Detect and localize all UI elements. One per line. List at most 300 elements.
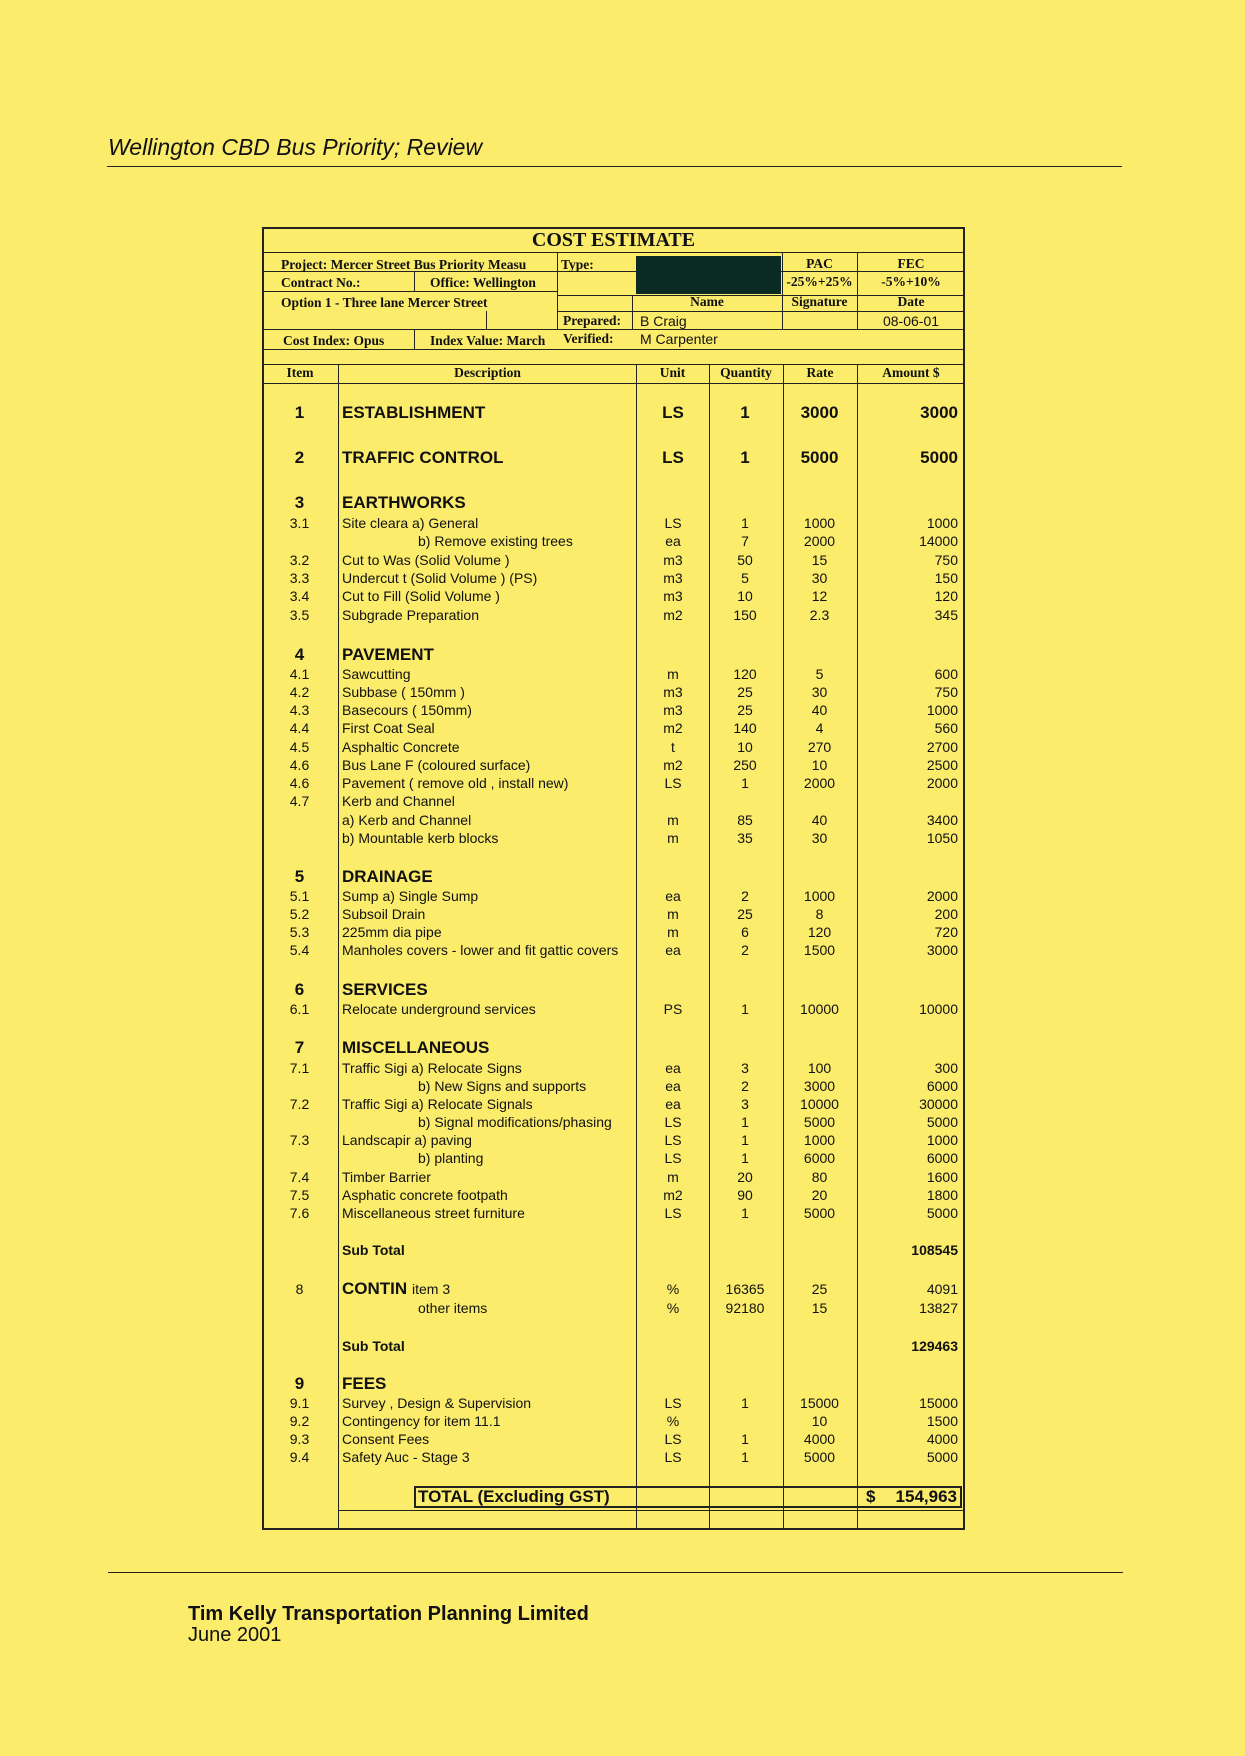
quantity-cell: 7: [741, 533, 749, 549]
rate-cell: 20: [811, 1187, 828, 1203]
table-row: [262, 532, 965, 550]
verified-name: M Carpenter: [640, 331, 718, 347]
description-cell: Relocate underground services: [342, 1001, 536, 1017]
item-cell: 4.6: [289, 775, 310, 791]
quantity-cell: 1: [741, 1431, 749, 1447]
prepared-date: 08-06-01: [882, 313, 940, 329]
rate-cell: 40: [811, 812, 828, 828]
amount-cell: 720: [934, 924, 958, 940]
rate-cell: 10000: [800, 1001, 839, 1017]
description-cell: a) Kerb and Channel: [342, 812, 472, 828]
description-cell: Subbase ( 150mm ): [342, 684, 465, 700]
option-field: Option 1 - Three lane Mercer Street: [281, 295, 488, 310]
quantity-cell: 90: [737, 1187, 753, 1203]
subtotal-row: [262, 1337, 965, 1355]
table-row: [262, 923, 965, 941]
rate-cell: 30: [811, 830, 828, 846]
table-row: [262, 1430, 965, 1448]
amount-cell: 10000: [919, 1001, 958, 1017]
quantity-cell: 250: [733, 757, 757, 773]
description-cell: Landscapir a) paving: [342, 1132, 472, 1148]
amount-cell: 5000: [926, 1449, 958, 1465]
item-cell: 3.3: [289, 570, 310, 586]
type-label: Type:: [561, 257, 594, 272]
description-cell: PAVEMENT: [342, 646, 434, 664]
bottom-line: [338, 1510, 965, 1511]
section-row: [262, 981, 965, 999]
description-cell: First Coat Seal: [342, 720, 435, 736]
rate-cell: 5000: [803, 1449, 836, 1465]
date-header: Date: [897, 294, 925, 309]
amount-cell: 5000: [926, 1114, 958, 1130]
table-row: [262, 514, 965, 532]
quantity-cell: 3: [741, 1060, 749, 1076]
description-cell: 225mm dia pipe: [342, 924, 442, 940]
unit-cell: ea: [665, 1060, 681, 1076]
unit-cell: LS: [664, 515, 682, 531]
description-cell: FEES: [342, 1375, 387, 1393]
description-cell: TRAFFIC CONTROL: [342, 449, 504, 467]
hdr-line: [262, 383, 965, 384]
rate-cell: 3000: [800, 403, 839, 422]
prepared-label: Prepared:: [563, 313, 621, 328]
description-cell: Consent Fees: [342, 1431, 430, 1447]
cost-index-field: Cost Index: Opus: [283, 333, 385, 348]
item-cell: 5.1: [289, 888, 310, 904]
table-row: [262, 792, 965, 810]
col-unit: Unit: [659, 365, 686, 380]
amount-cell: 2700: [926, 739, 958, 755]
unit-cell: LS: [664, 1150, 682, 1166]
table-row: [262, 587, 965, 605]
table-row: [262, 774, 965, 792]
item-cell: 4.3: [289, 702, 310, 718]
subtotal-row: [262, 1241, 965, 1259]
description-cell: b) Mountable kerb blocks: [342, 830, 499, 846]
amount-cell: 750: [934, 552, 958, 568]
table-row: [262, 1077, 965, 1095]
item-cell: 2: [294, 448, 305, 467]
table-row: [262, 905, 965, 923]
amount-cell: 6000: [926, 1150, 958, 1166]
amount-cell: 30000: [919, 1096, 958, 1112]
rate-cell: 15000: [800, 1395, 839, 1411]
item-cell: 4: [294, 645, 305, 664]
rate-cell: 4: [815, 720, 824, 736]
header-rule: [107, 166, 1122, 167]
table-row: [262, 1095, 965, 1113]
amount-cell: 14000: [919, 533, 958, 549]
rate-cell: 5000: [803, 1205, 836, 1221]
quantity-cell: 2: [741, 1078, 749, 1094]
quantity-cell: 3: [741, 1096, 749, 1112]
unit-cell: LS: [664, 775, 682, 791]
quantity-cell: 1: [741, 1395, 749, 1411]
rate-cell: 15: [811, 1300, 828, 1316]
table-row: [262, 1168, 965, 1186]
page-title: Wellington CBD Bus Priority; Review: [108, 134, 483, 160]
quantity-cell: 6: [741, 924, 749, 940]
unit-cell: LS: [664, 1449, 682, 1465]
rate-cell: 1000: [803, 888, 836, 904]
table-row: [262, 738, 965, 756]
unit-cell: m2: [663, 757, 683, 773]
unit-cell: LS: [664, 1395, 682, 1411]
description-cell: Asphaltic Concrete: [342, 739, 460, 755]
quantity-cell: 1: [741, 1132, 749, 1148]
unit-cell: ea: [665, 888, 681, 904]
table-row: [262, 665, 965, 683]
unit-cell: m3: [663, 588, 683, 604]
rate-cell: 1000: [803, 515, 836, 531]
section-row: [262, 1039, 965, 1057]
hdr-line: [414, 271, 415, 291]
item-cell: 4.7: [289, 793, 310, 809]
amount-cell: 2500: [926, 757, 958, 773]
unit-cell: LS: [662, 403, 684, 422]
quantity-cell: 16365: [725, 1281, 765, 1297]
table-row: [262, 1394, 965, 1412]
amount-cell: 200: [934, 906, 958, 922]
rate-cell: 80: [811, 1169, 828, 1185]
quantity-cell: 1: [741, 1205, 749, 1221]
rate-cell: 25: [811, 1281, 828, 1297]
unit-cell: ea: [665, 1096, 681, 1112]
description-cell: Bus Lane F (coloured surface): [342, 757, 531, 773]
item-cell: 3.1: [289, 515, 310, 531]
amount-cell: 3000: [926, 942, 958, 958]
quantity-cell: 5: [741, 570, 749, 586]
unit-cell: %: [666, 1281, 680, 1297]
footer-company: Tim Kelly Transportation Planning Limited: [188, 1603, 589, 1625]
quantity-cell: 1: [741, 1001, 749, 1017]
amount-cell: 5000: [926, 1205, 958, 1221]
rate-cell: 12: [811, 588, 828, 604]
amount-cell: 1000: [926, 1132, 958, 1148]
amount-cell: 2000: [926, 888, 958, 904]
item-cell: 7: [294, 1038, 305, 1057]
redacted-block: [636, 256, 781, 294]
unit-cell: ea: [665, 533, 681, 549]
item-cell: 6.1: [289, 1001, 310, 1017]
quantity-cell: 1: [740, 403, 750, 422]
amount-cell: 3400: [926, 812, 958, 828]
amount-cell: 750: [934, 684, 958, 700]
total-currency: $: [866, 1487, 876, 1506]
amount-cell: 129463: [911, 1338, 958, 1354]
col-item: Item: [286, 365, 314, 380]
amount-cell: 4000: [926, 1431, 958, 1447]
col-quantity: Quantity: [720, 365, 772, 380]
description-cell: Subgrade Preparation: [342, 607, 479, 623]
rate-cell: 15: [811, 552, 828, 568]
col-rate: Rate: [806, 365, 834, 380]
section-row: [262, 494, 965, 512]
amount-cell: 4091: [926, 1281, 958, 1297]
item-cell: 9.2: [289, 1413, 310, 1429]
table-row: [262, 1412, 965, 1430]
item-cell: 7.2: [289, 1096, 310, 1112]
quantity-cell: 92180: [725, 1300, 765, 1316]
item-cell: 7.1: [289, 1060, 310, 1076]
fec-range: -5%+10%: [881, 274, 941, 289]
unit-cell: m: [667, 924, 679, 940]
unit-cell: LS: [664, 1431, 682, 1447]
total-label: TOTAL (Excluding GST): [418, 1487, 610, 1506]
item-cell: 3.2: [289, 552, 310, 568]
rate-cell: 10: [811, 757, 828, 773]
rate-cell: 3000: [803, 1078, 836, 1094]
unit-cell: LS: [664, 1132, 682, 1148]
quantity-cell: 25: [737, 684, 753, 700]
table-row: [262, 1280, 965, 1298]
amount-cell: 300: [934, 1060, 958, 1076]
rate-cell: 5000: [803, 1114, 836, 1130]
table-row: [262, 1149, 965, 1167]
amount-cell: 6000: [926, 1078, 958, 1094]
quantity-cell: 1: [741, 1449, 749, 1465]
unit-cell: ea: [665, 1078, 681, 1094]
description-cell: Traffic Sigi a) Relocate Signals: [342, 1096, 533, 1112]
description-cell: Cut to Fill (Solid Volume ): [342, 588, 500, 604]
table-row: [262, 1059, 965, 1077]
rate-cell: 100: [807, 1060, 832, 1076]
fec-label: FEC: [897, 256, 925, 271]
unit-cell: m: [667, 830, 679, 846]
office-field: Office: Wellington: [430, 275, 536, 290]
quantity-cell: 1: [741, 515, 749, 531]
quantity-cell: 1: [741, 775, 749, 791]
description-cell: Asphatic concrete footpath: [342, 1187, 508, 1203]
rate-cell: 40: [811, 702, 828, 718]
description-cell: Sawcutting: [342, 666, 411, 682]
description-cell: Sump a) Single Sump: [342, 888, 479, 904]
hdr-line: [262, 329, 965, 330]
item-cell: 5.3: [289, 924, 310, 940]
amount-cell: 1050: [926, 830, 958, 846]
quantity-cell: 25: [737, 702, 753, 718]
rate-cell: 5000: [800, 448, 839, 467]
table-row: [262, 829, 965, 847]
name-header: Name: [690, 294, 724, 309]
amount-cell: 1000: [926, 515, 958, 531]
item-cell: 5.4: [289, 942, 310, 958]
table-row: [262, 1186, 965, 1204]
hdr-line: [557, 311, 965, 312]
unit-cell: m3: [663, 702, 683, 718]
amount-cell: 1000: [926, 702, 958, 718]
quantity-cell: 35: [737, 830, 753, 846]
signature-header: Signature: [791, 294, 848, 309]
section-row: [262, 1375, 965, 1393]
quantity-cell: 10: [737, 739, 753, 755]
description-cell: b) Signal modifications/phasing: [418, 1114, 612, 1130]
unit-cell: m: [667, 906, 679, 922]
unit-cell: m: [667, 1169, 679, 1185]
rate-cell: 4000: [803, 1431, 836, 1447]
amount-cell: 108545: [911, 1242, 958, 1258]
description-cell: Traffic Sigi a) Relocate Signs: [342, 1060, 522, 1076]
col-description: Description: [454, 365, 521, 380]
rate-cell: 270: [807, 739, 832, 755]
item-cell: 4.6: [289, 757, 310, 773]
unit-cell: m2: [663, 1187, 683, 1203]
description-cell: SERVICES: [342, 981, 428, 999]
unit-cell: m2: [663, 720, 683, 736]
description-cell: Survey , Design & Supervision: [342, 1395, 532, 1411]
item-cell: 7.4: [289, 1169, 310, 1185]
item-cell: 3.4: [289, 588, 310, 604]
item-cell: 4.1: [289, 666, 310, 682]
amount-cell: 1500: [926, 1413, 958, 1429]
item-cell: 4.4: [289, 720, 310, 736]
unit-cell: PS: [663, 1001, 683, 1017]
description-detail: item 3: [412, 1281, 451, 1297]
table-row: [262, 941, 965, 959]
description-cell: EARTHWORKS: [342, 494, 466, 512]
table-row: [262, 1204, 965, 1222]
unit-cell: m3: [663, 552, 683, 568]
table-row: [262, 719, 965, 737]
rate-cell: 1000: [803, 1132, 836, 1148]
section-row: [262, 404, 965, 422]
item-cell: 9: [294, 1374, 305, 1393]
unit-cell: %: [666, 1300, 680, 1316]
rate-cell: 10: [811, 1413, 828, 1429]
unit-cell: LS: [664, 1114, 682, 1130]
description-cell: b) planting: [418, 1150, 484, 1166]
rate-cell: 2000: [803, 533, 836, 549]
quantity-cell: 120: [733, 666, 757, 682]
hdr-line: [414, 329, 415, 349]
table-row: [262, 683, 965, 701]
description-cell: Site cleara a) General: [342, 515, 479, 531]
table-row: [262, 551, 965, 569]
hdr-line: [557, 253, 558, 329]
description-cell: b) New Signs and supports: [418, 1078, 587, 1094]
rate-cell: 8: [815, 906, 824, 922]
unit-cell: ea: [665, 942, 681, 958]
rate-cell: 120: [807, 924, 832, 940]
item-cell: 3: [294, 493, 305, 512]
table-row: [262, 701, 965, 719]
item-cell: 5: [294, 867, 305, 886]
unit-cell: m: [667, 666, 679, 682]
quantity-cell: 50: [737, 552, 753, 568]
rate-cell: 6000: [803, 1150, 836, 1166]
unit-cell: m2: [663, 607, 683, 623]
item-cell: 7.5: [289, 1187, 310, 1203]
description-cell: Safety Auc - Stage 3: [342, 1449, 470, 1465]
unit-cell: LS: [664, 1205, 682, 1221]
quantity-cell: 2: [741, 942, 749, 958]
table-row: [262, 606, 965, 624]
quantity-cell: 1: [741, 1150, 749, 1166]
amount-cell: 15000: [919, 1395, 958, 1411]
rate-cell: 1500: [803, 942, 836, 958]
quantity-cell: 20: [737, 1169, 753, 1185]
unit-cell: m3: [663, 684, 683, 700]
description-cell: CONTIN: [342, 1280, 408, 1298]
prepared-name: B Craig: [640, 313, 687, 329]
rate-cell: 5: [815, 666, 824, 682]
unit-cell: %: [666, 1413, 680, 1429]
item-cell: 4.5: [289, 739, 310, 755]
table-row: [262, 1113, 965, 1131]
unit-cell: t: [671, 739, 675, 755]
section-row: [262, 449, 965, 467]
unit-cell: LS: [662, 448, 684, 467]
amount-cell: 1600: [926, 1169, 958, 1185]
description-cell: other items: [418, 1300, 488, 1316]
rate-cell: 30: [811, 684, 828, 700]
table-row: [262, 1000, 965, 1018]
verified-label: Verified:: [563, 331, 614, 346]
quantity-cell: 150: [733, 607, 757, 623]
table-row: [262, 1448, 965, 1466]
table-row: [262, 1131, 965, 1149]
table-row: [262, 811, 965, 829]
item-cell: 9.1: [289, 1395, 310, 1411]
unit-cell: m3: [663, 570, 683, 586]
item-cell: 8: [295, 1281, 304, 1297]
estimate-title: COST ESTIMATE: [262, 227, 965, 253]
quantity-cell: 1: [741, 1114, 749, 1130]
item-cell: 7.3: [289, 1132, 310, 1148]
description-cell: Pavement ( remove old , install new): [342, 775, 569, 791]
quantity-cell: 1: [740, 448, 750, 467]
quantity-cell: 2: [741, 888, 749, 904]
quantity-cell: 140: [733, 720, 757, 736]
footer-rule: [108, 1572, 1123, 1573]
table-row: [262, 756, 965, 774]
item-cell: 5.2: [289, 906, 310, 922]
description-cell: Basecours ( 150mm): [342, 702, 472, 718]
rate-cell: 2.3: [809, 607, 830, 623]
description-cell: Timber Barrier: [342, 1169, 431, 1185]
table-row: [262, 887, 965, 905]
hdr-line: [262, 349, 965, 350]
amount-cell: 120: [934, 588, 958, 604]
description-cell: Kerb and Channel: [342, 793, 455, 809]
description-cell: Miscellaneous street furniture: [342, 1205, 525, 1221]
quantity-cell: 25: [737, 906, 753, 922]
index-value-field: Index Value: March: [430, 333, 546, 348]
amount-cell: 5000: [920, 448, 958, 467]
description-cell: Sub Total: [342, 1242, 405, 1258]
amount-cell: 1800: [926, 1187, 958, 1203]
quantity-cell: 85: [737, 812, 753, 828]
item-cell: 3.5: [289, 607, 310, 623]
description-cell: Contingency for item 11.1: [342, 1413, 501, 1429]
description-cell: b) Remove existing trees: [418, 533, 573, 549]
hdr-line: [262, 291, 557, 292]
table-row: [262, 569, 965, 587]
section-row: [262, 646, 965, 664]
description-cell: MISCELLANEOUS: [342, 1039, 490, 1057]
rate-cell: 2000: [803, 775, 836, 791]
item-cell: 7.6: [289, 1205, 310, 1221]
description-cell: Manholes covers - lower and fit gattic covers: [342, 942, 619, 958]
amount-cell: 3000: [920, 403, 958, 422]
rate-cell: 10000: [800, 1096, 839, 1112]
item-cell: 9.4: [289, 1449, 310, 1465]
item-cell: 1: [294, 403, 305, 422]
item-cell: 6: [294, 980, 305, 999]
pac-label: PAC: [806, 256, 833, 271]
quantity-cell: 10: [737, 588, 753, 604]
rate-cell: 30: [811, 570, 828, 586]
